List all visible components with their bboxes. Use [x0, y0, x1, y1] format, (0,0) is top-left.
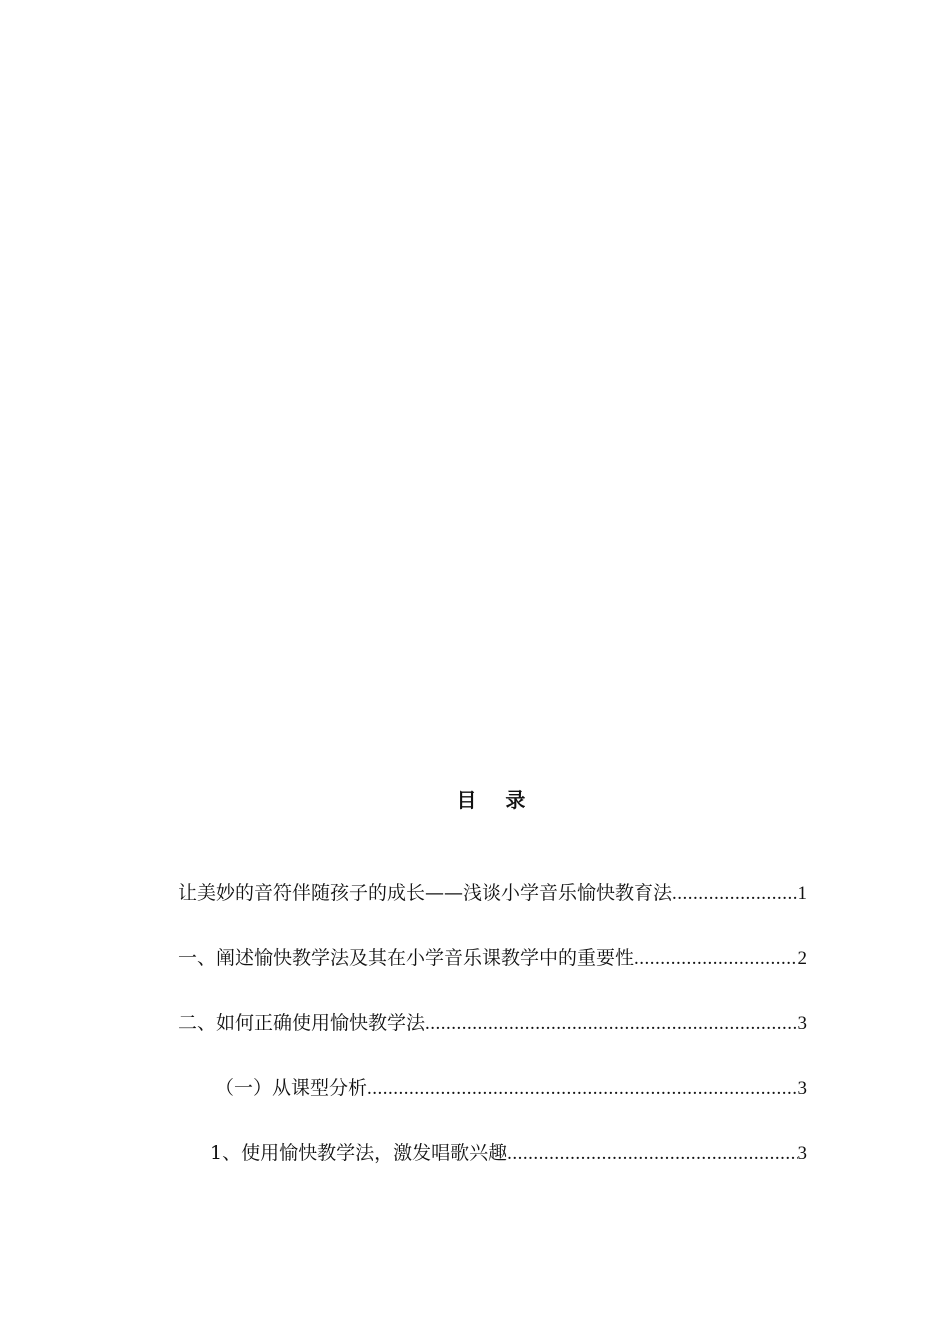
toc-list [178, 878, 807, 1203]
toc-entry-text: （一）从课型分析 [215, 1077, 368, 1099]
toc-page-number: 2 [797, 948, 807, 969]
toc-dot-leader [634, 944, 797, 974]
toc-entry[interactable] [178, 1138, 807, 1203]
toc-entry-text: 一、阐述愉快教学法及其在小学音乐课教学中的重要性 [178, 947, 635, 969]
toc-title: 目 录 [456, 788, 528, 812]
toc-page-number: 3 [797, 1143, 807, 1164]
toc-entry[interactable] [178, 943, 807, 1008]
toc-dot-leader [507, 1139, 797, 1169]
toc-page-number: 3 [797, 1013, 807, 1034]
toc-dot-leader [672, 879, 797, 909]
toc-page-number: 1 [797, 883, 807, 904]
toc-entry-text: 二、如何正确使用愉快教学法 [178, 1012, 426, 1034]
toc-entry[interactable] [178, 878, 807, 943]
toc-entry-text: 1、使用愉快教学法，激发唱歌兴趣 [210, 1142, 508, 1164]
toc-entry-text: 让美妙的音符伴随孩子的成长——浅谈小学音乐愉快教育法 [178, 882, 673, 904]
toc-entry[interactable] [178, 1073, 807, 1138]
toc-page-number: 3 [797, 1078, 807, 1099]
toc-dot-leader [425, 1009, 797, 1039]
toc-entry[interactable] [178, 1008, 807, 1073]
toc-dot-leader [367, 1074, 797, 1104]
